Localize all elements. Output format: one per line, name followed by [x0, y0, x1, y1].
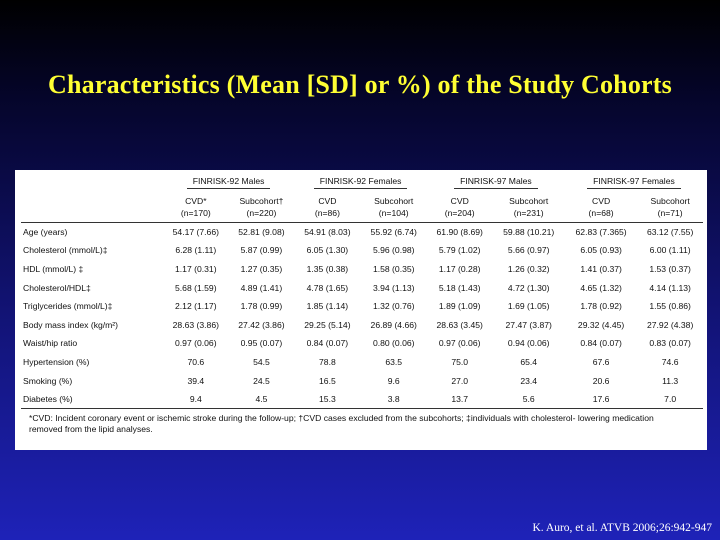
table-cell: 1.55 (0.86): [649, 301, 691, 312]
row-label: Cholesterol/HDL‡: [23, 282, 91, 293]
table-cell: 63.5: [385, 356, 403, 367]
group-header-row: [21, 172, 703, 192]
table-cell: 1.35 (0.38): [306, 263, 349, 274]
table-cell: 61.90 (8.69): [427, 223, 493, 242]
table-body: [21, 223, 703, 409]
row-label: Cholesterol (mmol/L)‡: [23, 245, 108, 256]
table-cell: 20.6: [592, 375, 610, 386]
column-header: CVD (n=68): [588, 196, 614, 218]
table-cell: 78.8: [319, 356, 336, 367]
table-cell: 1.53 (0.37): [649, 263, 691, 274]
table-cell: 1.32 (0.76): [372, 301, 415, 312]
column-header: Subcohort (n=71): [650, 196, 690, 218]
table-cell: 4.65 (1.32): [580, 282, 622, 293]
row-label: Triglycerides (mmol/L)‡: [23, 301, 113, 312]
table-cell: 0.80 (0.06): [372, 338, 415, 349]
table-cell: 1.17 (0.28): [438, 263, 481, 274]
column-header: Subcohort† (n=220): [239, 196, 284, 218]
table-cell: 29.25 (5.14): [304, 319, 351, 330]
table-row: [21, 334, 703, 353]
table-cell: 70.6: [187, 356, 205, 367]
table-row: [21, 223, 703, 242]
table-cell: 1.78 (0.92): [580, 301, 622, 312]
group-header: FINRISK-92 Males: [163, 172, 294, 192]
table-row: [21, 315, 703, 334]
table-cell: 24.5: [253, 375, 270, 386]
table-cell: 3.8: [361, 390, 427, 409]
row-label: HDL (mmol/L) ‡: [23, 263, 84, 274]
table-cell: 5.96 (0.98): [372, 245, 415, 256]
table-cell: 52.81 (9.08): [229, 223, 295, 242]
table-cell: 1.17 (0.31): [175, 263, 217, 274]
table-cell: 1.85 (1.14): [306, 301, 349, 312]
table-cell: 6.00 (1.11): [649, 245, 691, 256]
table-cell: 13.7: [427, 390, 493, 409]
table-cell: 54.5: [253, 356, 270, 367]
column-header-row: [21, 192, 703, 223]
table-cell: 16.5: [319, 375, 336, 386]
table-row: [21, 353, 703, 372]
row-label-header: [21, 172, 163, 192]
table-cell: 11.3: [662, 375, 679, 386]
table-cell: 39.4: [187, 375, 205, 386]
table-cell: 5.79 (1.02): [438, 245, 481, 256]
table-cell: 1.26 (0.32): [507, 263, 550, 274]
table-row: [21, 371, 703, 390]
table-cell: 28.63 (3.45): [436, 319, 483, 330]
table-cell: 62.83 (7.365): [565, 223, 637, 242]
group-header: FINRISK-97 Males: [427, 172, 565, 192]
table-row: [21, 278, 703, 297]
table-cell: 4.89 (1.41): [240, 282, 283, 293]
row-label: Age (years): [21, 223, 163, 242]
table-cell: 59.88 (10.21): [493, 223, 565, 242]
table-row: [21, 390, 703, 409]
table-cell: 0.94 (0.06): [507, 338, 550, 349]
table-cell: 5.68 (1.59): [175, 282, 217, 293]
table-cell: 2.12 (1.17): [175, 301, 217, 312]
table-cell: 26.89 (4.66): [370, 319, 417, 330]
cohort-table: [21, 172, 703, 409]
group-header: FINRISK-97 Females: [565, 172, 703, 192]
citation: K. Auro, et al. ATVB 2006;26:942-947: [532, 522, 712, 534]
table-cell: 9.4: [163, 390, 229, 409]
table-cell: 5.18 (1.43): [438, 282, 481, 293]
table-row: [21, 260, 703, 279]
table-cell: 55.92 (6.74): [361, 223, 427, 242]
table-cell: 1.58 (0.35): [372, 263, 415, 274]
table-cell: 63.12 (7.55): [637, 223, 703, 242]
table-cell: 74.6: [661, 356, 679, 367]
table-cell: 0.97 (0.06): [438, 338, 481, 349]
table-cell: 5.6: [493, 390, 565, 409]
table-row: [21, 297, 703, 316]
table-cell: 67.6: [592, 356, 610, 367]
column-header: CVD (n=86): [314, 196, 340, 218]
row-label: Waist/hip ratio: [23, 338, 78, 349]
table-cell: 65.4: [520, 356, 538, 367]
table-cell: 0.97 (0.06): [175, 338, 217, 349]
table-cell: 27.47 (3.87): [505, 319, 552, 330]
table-cell: 6.05 (0.93): [580, 245, 622, 256]
table-cell: 3.94 (1.13): [372, 282, 415, 293]
table-cell: 27.92 (4.38): [646, 319, 694, 330]
column-header: CVD (n=204): [444, 196, 475, 218]
table-cell: 6.28 (1.11): [175, 245, 217, 256]
table-cell: 1.78 (0.99): [240, 301, 283, 312]
table-cell: 28.63 (3.86): [172, 319, 219, 330]
table-cell: 27.42 (3.86): [238, 319, 285, 330]
table-cell: 54.17 (7.66): [163, 223, 229, 242]
table-cell: 1.89 (1.09): [438, 301, 481, 312]
table-cell: 54.91 (8.03): [294, 223, 360, 242]
table-row: [21, 241, 703, 260]
row-label: Smoking (%): [23, 375, 73, 386]
table-cell: 4.72 (1.30): [507, 282, 550, 293]
table-cell: 5.87 (0.99): [240, 245, 283, 256]
table-footnote: *CVD: Incident coronary event or ischemic stroke during the follow-up; †CVD cases excluded from the subcohorts; ‡individuals with cholesterol- lowering medication removed from the lipid analyses.: [29, 412, 654, 434]
table-cell: 1.41 (0.37): [580, 263, 622, 274]
slide-title: Characteristics (Mean [SD] or %) of the Study Cohorts: [48, 70, 672, 99]
table-cell: 0.83 (0.07): [649, 338, 691, 349]
table-cell: 17.6: [565, 390, 637, 409]
table-cell: 0.95 (0.07): [240, 338, 283, 349]
table-cell: 9.6: [387, 375, 400, 386]
table-cell: 4.78 (1.65): [306, 282, 349, 293]
table-cell: 1.27 (0.35): [240, 263, 283, 274]
table-cell: 29.32 (4.45): [577, 319, 625, 330]
table-cell: 75.0: [451, 356, 469, 367]
column-header: Subcohort (n=231): [509, 196, 549, 218]
column-header: CVD* (n=170): [180, 196, 211, 218]
table-cell: 15.3: [294, 390, 360, 409]
row-label: Hypertension (%): [23, 356, 90, 367]
row-label: Body mass index (kg/m²): [23, 319, 119, 330]
cohort-table-card: [15, 170, 707, 450]
table-cell: 1.69 (1.05): [507, 301, 550, 312]
table-cell: 6.05 (1.30): [306, 245, 349, 256]
table-cell: 5.66 (0.97): [507, 245, 550, 256]
table-cell: 7.0: [637, 390, 703, 409]
table-cell: 0.84 (0.07): [306, 338, 349, 349]
group-header: FINRISK-92 Females: [294, 172, 427, 192]
table-cell: 4.14 (1.13): [649, 282, 691, 293]
table-cell: 0.84 (0.07): [580, 338, 622, 349]
row-label-header: [21, 192, 163, 223]
table-cell: 23.4: [520, 375, 538, 386]
table-cell: 4.5: [229, 390, 295, 409]
column-header: Subcohort (n=104): [374, 196, 414, 218]
row-label: Diabetes (%): [21, 390, 163, 409]
table-cell: 27.0: [451, 375, 469, 386]
